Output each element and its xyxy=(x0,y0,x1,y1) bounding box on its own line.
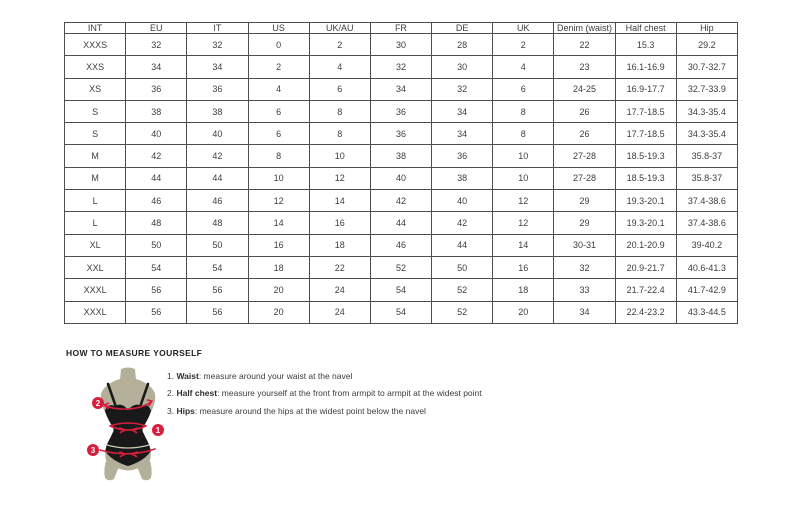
table-cell: 41.7-42.9 xyxy=(676,279,737,301)
table-row xyxy=(65,167,738,189)
table-cell: 44 xyxy=(432,234,493,256)
table-cell: 14 xyxy=(493,234,554,256)
table-cell: 10 xyxy=(248,167,309,189)
measure-step xyxy=(167,368,482,385)
table-cell: 46 xyxy=(187,190,248,212)
table-cell: 18 xyxy=(248,256,309,278)
table-cell: 37.4-38.6 xyxy=(676,190,737,212)
table-cell: 23 xyxy=(554,56,615,78)
table-cell: L xyxy=(65,212,126,234)
table-cell: 20 xyxy=(248,279,309,301)
table-cell: 18.5-19.3 xyxy=(615,167,676,189)
swimsuit-body xyxy=(105,405,151,466)
table-cell: 36 xyxy=(187,78,248,100)
table-cell: 18.5-19.3 xyxy=(615,145,676,167)
table-cell: 8 xyxy=(493,100,554,122)
table-row xyxy=(65,190,738,212)
table-cell: L xyxy=(65,190,126,212)
table-cell: 8 xyxy=(309,123,370,145)
table-cell: 42 xyxy=(126,145,187,167)
table-cell: XL xyxy=(65,234,126,256)
table-cell: 4 xyxy=(248,78,309,100)
table-cell: XXL xyxy=(65,256,126,278)
table-cell: 20 xyxy=(248,301,309,323)
table-cell: 20 xyxy=(493,301,554,323)
table-cell: S xyxy=(65,100,126,122)
table-cell: 40 xyxy=(432,190,493,212)
table-cell: 52 xyxy=(432,279,493,301)
table-cell: 26 xyxy=(554,123,615,145)
table-cell: 35.8-37 xyxy=(676,167,737,189)
step-description: : measure yourself at the front from armpit to armpit at the widest point xyxy=(217,388,482,399)
table-cell: 46 xyxy=(370,234,431,256)
table-cell: 52 xyxy=(432,301,493,323)
table-cell: XS xyxy=(65,78,126,100)
table-cell: 32 xyxy=(554,256,615,278)
table-cell: 35.8-37 xyxy=(676,145,737,167)
table-cell: 16.1-16.9 xyxy=(615,56,676,78)
table-cell: 54 xyxy=(187,256,248,278)
table-row xyxy=(65,34,738,56)
table-cell: 4 xyxy=(493,56,554,78)
size-table-body xyxy=(65,34,738,324)
table-cell: 34.3-35.4 xyxy=(676,123,737,145)
chest-marker-number: 2 xyxy=(95,399,101,408)
table-cell: 12 xyxy=(248,190,309,212)
table-cell: 34 xyxy=(126,56,187,78)
step-description: : measure around your waist at the navel xyxy=(198,371,353,381)
table-cell: 33 xyxy=(554,279,615,301)
table-cell: 44 xyxy=(187,167,248,189)
table-cell: 34 xyxy=(187,56,248,78)
size-conversion-table xyxy=(64,22,738,324)
table-cell: 18 xyxy=(493,279,554,301)
table-cell: 24 xyxy=(309,279,370,301)
table-cell: 54 xyxy=(126,256,187,278)
table-cell: 0 xyxy=(248,34,309,56)
measure-step xyxy=(167,385,482,402)
table-cell: XXXL xyxy=(65,301,126,323)
table-cell: 2 xyxy=(493,34,554,56)
table-cell: 24-25 xyxy=(554,78,615,100)
table-cell: 56 xyxy=(126,279,187,301)
table-cell: 44 xyxy=(370,212,431,234)
table-cell: 29 xyxy=(554,190,615,212)
table-cell: 40 xyxy=(126,123,187,145)
table-cell: XXXL xyxy=(65,279,126,301)
size-table-header-row xyxy=(65,23,738,34)
table-cell: 42 xyxy=(187,145,248,167)
table-cell: 18 xyxy=(309,234,370,256)
table-cell: 54 xyxy=(370,279,431,301)
column-header: Half chest xyxy=(615,23,676,34)
table-cell: 2 xyxy=(309,34,370,56)
table-cell: 39-40.2 xyxy=(676,234,737,256)
table-cell: 34.3-35.4 xyxy=(676,100,737,122)
table-row xyxy=(65,279,738,301)
table-cell: 10 xyxy=(493,167,554,189)
column-header: Denim (waist) xyxy=(554,23,615,34)
table-cell: 48 xyxy=(126,212,187,234)
table-row xyxy=(65,56,738,78)
table-cell: 12 xyxy=(493,190,554,212)
step-number: 3. xyxy=(167,405,177,416)
measurement-figure-illustration xyxy=(76,366,181,484)
table-cell: 54 xyxy=(370,301,431,323)
measure-steps-list xyxy=(167,368,482,420)
table-cell: 6 xyxy=(309,78,370,100)
size-table-head xyxy=(65,23,738,34)
table-cell: 30 xyxy=(370,34,431,56)
table-cell: 32 xyxy=(432,78,493,100)
table-cell: 36 xyxy=(432,145,493,167)
table-cell: 38 xyxy=(432,167,493,189)
table-cell: 20.1-20.9 xyxy=(615,234,676,256)
table-cell: 32 xyxy=(370,56,431,78)
table-cell: XXS xyxy=(65,56,126,78)
table-row xyxy=(65,78,738,100)
step-number: 1. xyxy=(167,371,177,381)
column-header: Hip xyxy=(676,23,737,34)
table-row xyxy=(65,100,738,122)
table-cell: 19.3-20.1 xyxy=(615,212,676,234)
table-cell: 29.2 xyxy=(676,34,737,56)
column-header: EU xyxy=(126,23,187,34)
table-cell: 34 xyxy=(370,78,431,100)
table-cell: 12 xyxy=(309,167,370,189)
table-cell: 16 xyxy=(493,256,554,278)
table-cell: 24 xyxy=(309,301,370,323)
table-cell: 32 xyxy=(187,34,248,56)
table-cell: 14 xyxy=(248,212,309,234)
table-cell: 30.7-32.7 xyxy=(676,56,737,78)
table-cell: 21.7-22.4 xyxy=(615,279,676,301)
table-row xyxy=(65,212,738,234)
hips-marker-number: 3 xyxy=(90,446,96,455)
table-row xyxy=(65,145,738,167)
table-cell: 2 xyxy=(248,56,309,78)
table-cell: 46 xyxy=(126,190,187,212)
table-cell: 28 xyxy=(432,34,493,56)
column-header: INT xyxy=(65,23,126,34)
table-cell: S xyxy=(65,123,126,145)
table-cell: 40.6-41.3 xyxy=(676,256,737,278)
table-cell: M xyxy=(65,145,126,167)
table-cell: 30 xyxy=(432,56,493,78)
table-cell: 26 xyxy=(554,100,615,122)
step-number: 2. xyxy=(167,388,177,399)
table-cell: 42 xyxy=(432,212,493,234)
table-cell: 27-28 xyxy=(554,145,615,167)
table-cell: 8 xyxy=(493,123,554,145)
column-header: FR xyxy=(370,23,431,34)
table-cell: 16.9-17.7 xyxy=(615,78,676,100)
table-cell: M xyxy=(65,167,126,189)
table-cell: 8 xyxy=(248,145,309,167)
table-cell: 36 xyxy=(370,123,431,145)
table-cell: 43.3-44.5 xyxy=(676,301,737,323)
table-cell: 27-28 xyxy=(554,167,615,189)
table-cell: 22 xyxy=(554,34,615,56)
table-cell: 34 xyxy=(432,123,493,145)
table-cell: 6 xyxy=(248,123,309,145)
table-cell: 4 xyxy=(309,56,370,78)
table-cell: 22.4-23.2 xyxy=(615,301,676,323)
table-cell: 32.7-33.9 xyxy=(676,78,737,100)
measure-section-heading: HOW TO MEASURE YOURSELF xyxy=(66,348,203,358)
column-header: DE xyxy=(432,23,493,34)
column-header: IT xyxy=(187,23,248,34)
table-cell: 42 xyxy=(370,190,431,212)
table-cell: 36 xyxy=(370,100,431,122)
table-cell: 34 xyxy=(554,301,615,323)
table-cell: 40 xyxy=(187,123,248,145)
table-cell: 50 xyxy=(187,234,248,256)
table-row xyxy=(65,234,738,256)
mannequin-neck xyxy=(120,368,136,383)
table-cell: 17.7-18.5 xyxy=(615,100,676,122)
table-cell: 15.3 xyxy=(615,34,676,56)
table-cell: 6 xyxy=(493,78,554,100)
table-cell: 30-31 xyxy=(554,234,615,256)
table-cell: 32 xyxy=(126,34,187,56)
table-row xyxy=(65,123,738,145)
step-term: Half chest xyxy=(176,388,218,399)
table-cell: 34 xyxy=(432,100,493,122)
measure-step xyxy=(167,403,482,420)
table-cell: 19.3-20.1 xyxy=(615,190,676,212)
table-cell: 37.4-38.6 xyxy=(676,212,737,234)
table-cell: 50 xyxy=(126,234,187,256)
column-header: UK/AU xyxy=(309,23,370,34)
table-cell: 44 xyxy=(126,167,187,189)
table-row xyxy=(65,301,738,323)
table-cell: 12 xyxy=(493,212,554,234)
table-cell: 8 xyxy=(309,100,370,122)
table-cell: XXXS xyxy=(65,34,126,56)
table-cell: 36 xyxy=(126,78,187,100)
table-cell: 10 xyxy=(493,145,554,167)
table-cell: 56 xyxy=(126,301,187,323)
table-cell: 38 xyxy=(370,145,431,167)
column-header: US xyxy=(248,23,309,34)
table-row xyxy=(65,256,738,278)
table-cell: 48 xyxy=(187,212,248,234)
table-cell: 22 xyxy=(309,256,370,278)
waist-marker-number: 1 xyxy=(155,426,161,435)
table-cell: 38 xyxy=(126,100,187,122)
table-cell: 14 xyxy=(309,190,370,212)
table-cell: 40 xyxy=(370,167,431,189)
table-cell: 16 xyxy=(309,212,370,234)
table-cell: 38 xyxy=(187,100,248,122)
table-cell: 52 xyxy=(370,256,431,278)
table-cell: 56 xyxy=(187,279,248,301)
table-cell: 17.7-18.5 xyxy=(615,123,676,145)
table-cell: 20.9-21.7 xyxy=(615,256,676,278)
column-header: UK xyxy=(493,23,554,34)
step-term: Waist xyxy=(176,371,199,381)
table-cell: 10 xyxy=(309,145,370,167)
table-cell: 16 xyxy=(248,234,309,256)
table-cell: 56 xyxy=(187,301,248,323)
table-cell: 6 xyxy=(248,100,309,122)
step-description: : measure around the hips at the widest point below the navel xyxy=(194,405,426,416)
table-cell: 50 xyxy=(432,256,493,278)
table-cell: 29 xyxy=(554,212,615,234)
step-term: Hips xyxy=(176,405,195,416)
